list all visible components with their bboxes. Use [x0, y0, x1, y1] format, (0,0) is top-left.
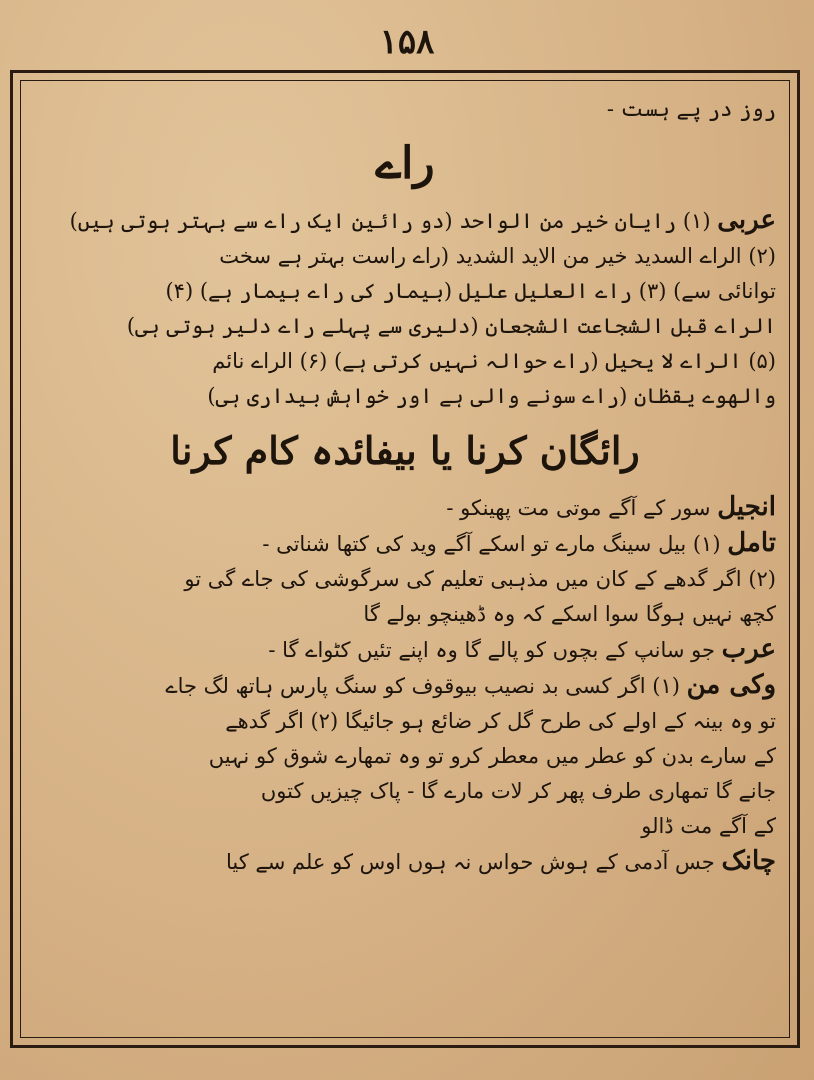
proverb-text: والھوے یقظان (راے سونے والی ہے اور خواہش بیداری ہی): [207, 384, 776, 408]
page-content: [34, 92, 776, 1032]
text-line: [34, 597, 776, 632]
text-line: [34, 739, 776, 774]
text-line: [34, 809, 776, 844]
proverb-text: جانے گا تمھاری طرف پھر کر لات مارے گا - پاک چیزیں کتوں: [260, 779, 776, 803]
text-line: [34, 309, 776, 344]
text-line: [34, 668, 776, 704]
proverb-text: (۱) اگر کسی بد نصیب بیوقوف کو سنگ پارس ہاتھ لگ جاے: [165, 674, 680, 698]
text-line: [34, 379, 776, 414]
section-title-raigan: رائگان کرنا یا بیفائدہ کام کرنا: [170, 428, 640, 473]
proverb-text: (۲) الراے السدید خیر من الاید الشدید (راے راست بہتر ہے سخت: [219, 244, 776, 268]
text-line: [34, 774, 776, 809]
proverb-text: جس آدمی کے ہوش حواس نہ ہوں اوس کو علم سے کیا: [226, 850, 715, 874]
text-line: [34, 344, 776, 379]
proverb-text: جو سانپ کے بچوں کو پالے گا وہ اپنے تئیں کٹواے گا -: [268, 638, 715, 662]
section-title-rai: راے: [375, 138, 435, 189]
source-language-label: عربی: [717, 205, 776, 235]
section-raigan-body: [34, 490, 776, 880]
source-language-label: انجیل: [717, 492, 776, 522]
text-line: [34, 526, 776, 562]
text-line: [34, 239, 776, 274]
page-number: ۱۵۸: [379, 22, 435, 62]
section-rai-body: [34, 203, 776, 414]
proverb-text: الراے قبل الشجاعت الشجعان (دلیری سے پہلے راے دلیر ہوتی ہی): [126, 314, 776, 338]
text-line: [34, 274, 776, 309]
source-language-label: عرب: [721, 634, 776, 664]
source-language-label: وکی من: [686, 670, 776, 700]
text-line: [34, 203, 776, 239]
proverb-text: کے آگے مت ڈالو: [641, 814, 776, 838]
source-language-label: چانک: [721, 846, 776, 876]
text-line: [34, 704, 776, 739]
proverb-text: (۵) الراے لا یحیل (راے حوالہ نہیں کرتی ہے) (۶) الراے نائم: [212, 349, 776, 373]
text-line: [34, 490, 776, 526]
proverb-text: تو وہ بینہ کے اولے کی طرح گل کر ضائع ہو جائیگا (۲) اگر گدھے: [225, 709, 776, 733]
proverb-text: کچھ نہیں ہوگا سوا اسکے کہ وہ ڈھینچو بولے گا: [363, 602, 776, 626]
proverb-text: سور کے آگے موتی مت پھینکو -: [446, 496, 711, 520]
source-language-label: تامل: [727, 528, 776, 558]
proverb-text: (۲) اگر گدھے کے کان میں مذہبی تعلیم کی سرگوشی کی جاے گی تو: [184, 567, 776, 591]
intro-line: روز در پے ہست -: [606, 97, 776, 121]
proverb-text: (۱) بیل سینگ مارے تو اسکے آگے وید کی کتھا شناتی -: [262, 532, 721, 556]
proverb-text: کے سارے بدن کو عطر میں معطر کرو تو وہ تمھارے شوق کو نہیں: [208, 744, 776, 768]
text-line: [34, 632, 776, 668]
text-line: [34, 562, 776, 597]
proverb-text: (۱) رایان خیر من الواحد (دو رائین ایک راے سے بہتر ہوتی ہیں): [69, 209, 711, 233]
text-line: [34, 844, 776, 880]
proverb-text: توانائی سے) (۳) راے العلیل علیل (بیمار کی راے بیمار ہے) (۴): [165, 279, 776, 303]
